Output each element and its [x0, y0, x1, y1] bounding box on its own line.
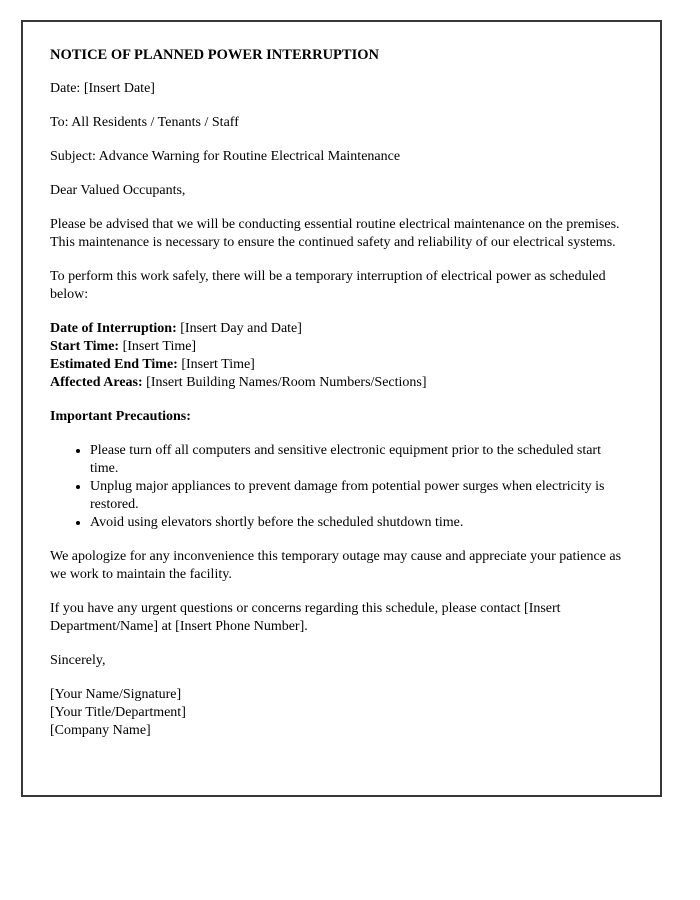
detail-affected-areas	[50, 374, 630, 392]
precaution-item: • Please turn off all computers and sensitive electronic equipment prior to the scheduled start time.	[90, 442, 630, 478]
detail-value: [Insert Day and Date]	[180, 321, 302, 336]
signature-name: [Your Name/Signature]	[50, 687, 182, 702]
detail-start-time	[50, 338, 630, 356]
letter-title: NOTICE OF PLANNED POWER INTERRUPTION	[50, 47, 379, 63]
detail-label: Estimated End Time:	[50, 357, 178, 372]
closing: Sincerely,	[50, 653, 106, 668]
letter-document	[21, 20, 662, 797]
date-line: Date: [Insert Date]	[50, 81, 155, 96]
detail-value: [Insert Time]	[181, 357, 255, 372]
detail-label: Date of Interruption:	[50, 321, 177, 336]
signature-block	[50, 686, 630, 740]
precaution-item: • Unplug major appliances to prevent damage from potential power surges when electricity is restored.	[90, 478, 630, 514]
detail-estimated-end-time	[50, 356, 630, 374]
contact-paragraph: If you have any urgent questions or concerns regarding this schedule, please contact [Insert Department/Name] at [Insert Phone Number].	[50, 601, 561, 634]
signature-title: [Your Title/Department]	[50, 705, 186, 720]
detail-value: [Insert Time]	[122, 339, 197, 354]
detail-label: Affected Areas:	[50, 375, 143, 390]
precautions-list	[50, 442, 630, 532]
intro-paragraph: Please be advised that we will be conducting essential routine electrical maintenance on the premises. This maintenance is necessary to ensure the continued safety and reliability of our electrical systems.	[50, 217, 620, 250]
to-line: To: All Residents / Tenants / Staff	[50, 115, 239, 130]
interruption-details	[50, 320, 630, 392]
detail-value: [Insert Building Names/Room Numbers/Sections]	[146, 375, 427, 390]
salutation: Dear Valued Occupants,	[50, 183, 186, 198]
detail-date-of-interruption	[50, 320, 630, 338]
precautions-heading: Important Precautions:	[50, 409, 191, 424]
schedule-paragraph: To perform this work safely, there will be a temporary interruption of electrical power as scheduled below:	[50, 269, 606, 302]
detail-label: Start Time:	[50, 339, 120, 354]
apology-paragraph: We apologize for any inconvenience this temporary outage may cause and appreciate your patience as we work to maintain the facility.	[50, 549, 622, 582]
subject-line: Subject: Advance Warning for Routine Electrical Maintenance	[50, 149, 401, 164]
precaution-item: • Avoid using elevators shortly before the scheduled shutdown time.	[90, 514, 630, 532]
signature-company: [Company Name]	[50, 723, 151, 738]
